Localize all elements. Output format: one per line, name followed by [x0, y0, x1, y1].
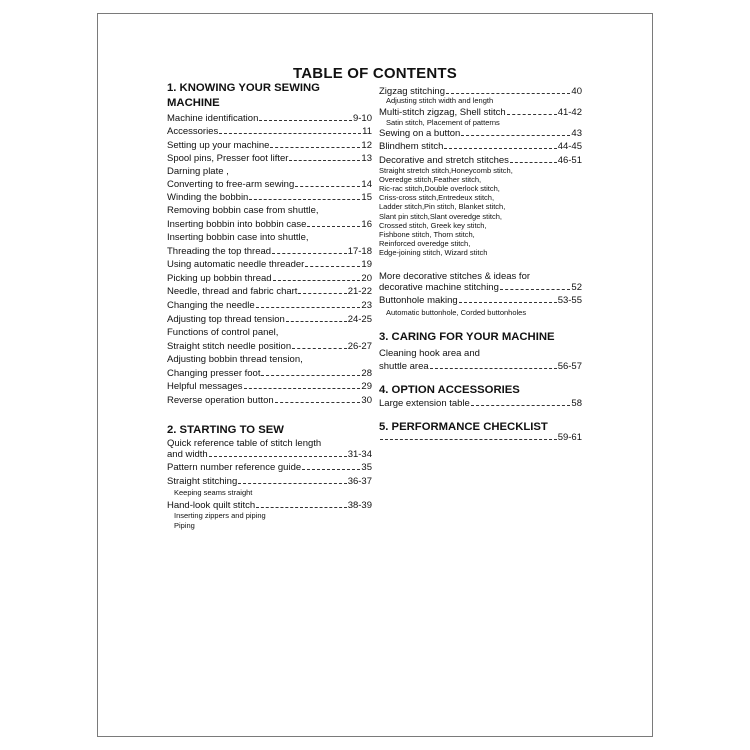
- toc-entry-label: Changing presser foot: [167, 368, 261, 379]
- toc-entry: [379, 141, 582, 152]
- toc-entry: [167, 314, 372, 325]
- toc-entry-label: Adjusting top thread tension: [167, 314, 285, 325]
- toc-entry-page: 43: [571, 128, 582, 139]
- leader-dots: [244, 388, 361, 389]
- section-1-heading-cont: MACHINE: [167, 97, 220, 109]
- toc-entry-label: Straight stitch needle position: [167, 341, 292, 352]
- toc-entry: [167, 126, 372, 137]
- toc-entry-page: 53-55: [557, 295, 582, 306]
- toc-entry: [379, 107, 582, 118]
- toc-entry: [167, 140, 372, 151]
- leader-dots: [302, 469, 360, 470]
- toc-subentry-buttonhole: Automatic buttonhole, Corded buttonholes: [386, 308, 527, 317]
- stitch-list-item: Straight stretch stitch,Honeycomb stitch,: [379, 166, 513, 175]
- toc-entry-label: Hand-look quilt stitch: [167, 500, 256, 511]
- leader-dots: [430, 368, 557, 369]
- leader-dots: [249, 199, 360, 200]
- toc-entry-page: 21-22: [347, 286, 372, 297]
- toc-entry-label: Inserting bobbin into bobbin case: [167, 219, 307, 230]
- toc-entry-page: 28: [361, 368, 372, 379]
- toc-entry-page: 16: [361, 219, 372, 230]
- leader-dots: [446, 93, 570, 94]
- leader-dots: [261, 375, 360, 376]
- stitch-list-item: Reinforced overedge stitch,: [379, 238, 471, 248]
- toc-entry: [167, 500, 372, 511]
- toc-entry-label: Large extension table: [379, 398, 470, 409]
- stitch-list-item: Crossed stitch, Greek key stitch,: [379, 220, 487, 230]
- toc-entry-page: 40: [571, 86, 582, 97]
- leader-dots: [444, 148, 556, 149]
- toc-entry-label: Spool pins, Presser foot lifter: [167, 153, 289, 164]
- toc-entry-label: Buttonhole making: [379, 295, 458, 306]
- leader-dots: [380, 439, 557, 440]
- toc-entry-page: 19: [361, 259, 372, 270]
- toc-entry: Inserting bobbin case into shuttle,: [167, 232, 309, 243]
- leader-dots: [289, 160, 360, 161]
- toc-entry-page: 26-27: [347, 341, 372, 352]
- toc-entry-page: 9-10: [352, 113, 372, 124]
- toc-entry-page: 30: [361, 395, 372, 406]
- leader-dots: [292, 348, 347, 349]
- toc-entry: Functions of control panel,: [167, 327, 279, 338]
- toc-entry-extension-table: [379, 398, 582, 409]
- page-title: TABLE OF CONTENTS: [293, 65, 457, 82]
- toc-entry: [167, 476, 372, 487]
- toc-entry-label: Threading the top thread: [167, 246, 272, 257]
- leader-dots: [238, 483, 346, 484]
- leader-dots: [259, 120, 352, 121]
- toc-entry-label: Pattern number reference guide: [167, 462, 302, 473]
- toc-subentry: Piping: [174, 521, 195, 530]
- stitch-list-item: Edge-joining stitch, Wizard stitch: [379, 247, 488, 257]
- toc-entry-page: 15: [361, 192, 372, 203]
- toc-entry: [167, 246, 372, 257]
- toc-entry-page: 14: [361, 179, 372, 190]
- stitch-list-item: Slant pin stitch,Slant overedge stitch,: [379, 211, 502, 221]
- toc-entry: [167, 153, 372, 164]
- toc-entry: [167, 113, 372, 124]
- toc-entry-label: Helpful messages: [167, 381, 243, 392]
- toc-entry-page: 38-39: [347, 500, 372, 511]
- toc-entry-page: 52: [571, 282, 582, 293]
- toc-entry-page: 13: [361, 153, 372, 164]
- toc-entry-label: Zigzag stitching: [379, 86, 446, 97]
- toc-entry-label: shuttle area: [379, 361, 429, 372]
- toc-entry-label: Picking up bobbin thread: [167, 273, 272, 284]
- toc-entry-page: 24-25: [347, 314, 372, 325]
- toc-entry-label: Converting to free-arm sewing: [167, 179, 295, 190]
- toc-entry-buttonhole: [379, 295, 582, 306]
- toc-entry-label: Reverse operation button: [167, 395, 274, 406]
- toc-entry-page: 59-61: [557, 432, 582, 443]
- toc-entry-label: Decorative and stretch stitches: [379, 155, 509, 166]
- toc-entry-label: Straight stitching: [167, 476, 238, 487]
- toc-subentry: Inserting zippers and piping: [174, 511, 266, 520]
- leader-dots: [307, 226, 360, 227]
- leader-dots: [461, 135, 570, 136]
- toc-entry: [167, 179, 372, 190]
- toc-entry-page: 35: [361, 462, 372, 473]
- leader-dots: [270, 147, 360, 148]
- leader-dots: [273, 280, 361, 281]
- toc-entry-cleaning-cont: [379, 361, 582, 372]
- toc-entry-label: and width: [167, 449, 208, 460]
- leader-dots: [275, 402, 361, 403]
- stitch-list-item: Ric-rac stitch,Double overlock stitch,: [379, 184, 500, 194]
- toc-entry-page: 46-51: [557, 155, 582, 166]
- toc-entry: Removing bobbin case from shuttle,: [167, 205, 319, 216]
- toc-entry: [167, 341, 372, 352]
- leader-dots: [295, 186, 360, 187]
- leader-dots: [298, 293, 346, 294]
- leader-dots: [510, 162, 557, 163]
- toc-entry-label: Changing the needle: [167, 300, 255, 311]
- toc-entry-page: 56-57: [557, 361, 582, 372]
- toc-entry: [167, 449, 372, 460]
- stitch-list-item: Criss-cross stitch,Entredeux stitch,: [379, 193, 495, 203]
- toc-entry-label: Accessories: [167, 126, 219, 137]
- toc-entry: [379, 128, 582, 139]
- toc-entry-page: 41-42: [557, 107, 582, 118]
- toc-entry-page: 20: [361, 273, 372, 284]
- toc-entry: [167, 259, 372, 270]
- toc-entry-page: 58: [571, 398, 582, 409]
- leader-dots: [256, 307, 361, 308]
- toc-entry: [167, 192, 372, 203]
- section-3-heading: 3. CARING FOR YOUR MACHINE: [379, 331, 555, 343]
- manual-page: [97, 13, 653, 737]
- leader-dots: [459, 302, 557, 303]
- toc-entry: [167, 300, 372, 311]
- leader-dots: [209, 456, 347, 457]
- leader-dots: [305, 266, 360, 267]
- toc-entry: [167, 462, 372, 473]
- toc-entry-label: decorative machine stitching: [379, 282, 499, 293]
- stitch-list-item: Ladder stitch,Pin stitch, Blanket stitch,: [379, 202, 506, 212]
- section-2-heading: 2. STARTING TO SEW: [167, 424, 284, 436]
- toc-entry-page: 36-37: [347, 476, 372, 487]
- toc-entry-label: Winding the bobbin: [167, 192, 249, 203]
- toc-entry-page: 12: [361, 140, 372, 151]
- toc-entry-performance-checklist: [379, 432, 582, 443]
- toc-entry-page: 31-34: [347, 449, 372, 460]
- section-1-heading: 1. KNOWING YOUR SEWING: [167, 82, 320, 94]
- toc-entry: Darning plate ,: [167, 166, 229, 177]
- toc-entry-more-decorative-cont: [379, 282, 582, 293]
- toc-entry: [379, 155, 582, 166]
- toc-entry: Quick reference table of stitch length: [167, 438, 322, 449]
- toc-entry-cleaning: Cleaning hook area and: [379, 348, 480, 359]
- toc-entry: [167, 273, 372, 284]
- leader-dots: [219, 133, 361, 134]
- toc-entry-label: Blindhem stitch: [379, 141, 444, 152]
- toc-entry-page: 17-18: [347, 246, 372, 257]
- toc-subentry: Adjusting stitch width and length: [386, 96, 494, 105]
- leader-dots: [286, 321, 347, 322]
- leader-dots: [272, 253, 347, 254]
- toc-entry: [167, 381, 372, 392]
- toc-entry-label: Needle, thread and fabric chart: [167, 286, 298, 297]
- toc-entry: [167, 219, 372, 230]
- toc-entry-label: Machine identification: [167, 113, 259, 124]
- leader-dots: [256, 507, 347, 508]
- toc-entry-label: Sewing on a button: [379, 128, 461, 139]
- stitch-list-item: Fishbone stitch, Thorn stitch,: [379, 229, 475, 239]
- toc-entry-more-decorative: More decorative stitches & ideas for: [379, 271, 531, 282]
- toc-entry-label: Using automatic needle threader: [167, 259, 305, 270]
- toc-entry: Adjusting bobbin thread tension,: [167, 354, 303, 365]
- toc-entry-page: 11: [362, 126, 372, 137]
- toc-entry: [167, 368, 372, 379]
- toc-entry-label: Setting up your machine: [167, 140, 270, 151]
- section-4-heading: 4. OPTION ACCESSORIES: [379, 384, 520, 396]
- toc-subentry: Satin stitch, Placement of patterns: [386, 118, 500, 127]
- toc-entry-page: 29: [361, 381, 372, 392]
- toc-entry-page: 23: [361, 300, 372, 311]
- toc-entry: [167, 395, 372, 406]
- toc-entry: [167, 286, 372, 297]
- toc-subentry: Keeping seams straight: [174, 488, 253, 497]
- toc-entry-page: 44-45: [557, 141, 582, 152]
- leader-dots: [500, 289, 571, 290]
- stitch-list-item: Overedge stitch,Feather stitch,: [379, 175, 482, 185]
- section-5-heading: 5. PERFORMANCE CHECKLIST: [379, 421, 548, 433]
- leader-dots: [507, 114, 557, 115]
- toc-entry-label: Multi-stitch zigzag, Shell stitch: [379, 107, 506, 118]
- leader-dots: [471, 405, 571, 406]
